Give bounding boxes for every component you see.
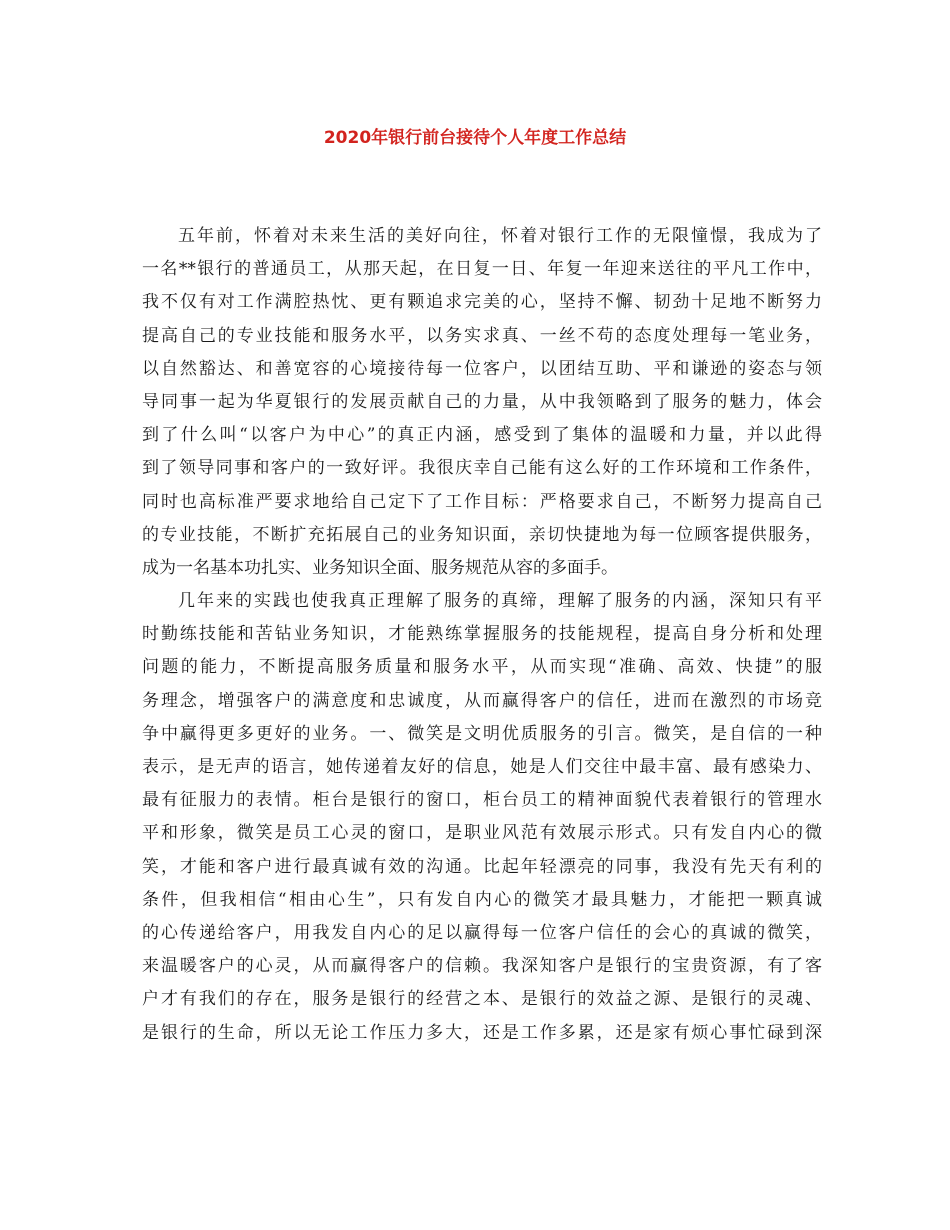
text-line: 平和形象，微笑是员工心灵的窗口，是职业风范有效展示形式。只有发自内心的微: [142, 823, 822, 844]
text-line: 时勤练技能和苦钻业务知识，才能熟练掌握服务的技能规程，提高自身分析和处理: [142, 624, 822, 645]
text-line: 我不仅有对工作满腔热忱、更有颗追求完美的心，坚持不懈、韧劲十足地不断努力: [142, 292, 822, 313]
text-line: 的专业技能，不断扩充拓展自己的业务知识面，亲切快捷地为每一位顾客提供服务，: [142, 524, 822, 545]
document-title: 2020年银行前台接待个人年度工作总结: [323, 128, 627, 148]
text-line: 到了领导同事和客户的一致好评。我很庆幸自己能有这么好的工作环境和工作条件，: [142, 458, 822, 479]
text-line: 问题的能力，不断提高服务质量和服务水平，从而实现“准确、高效、快捷”的服: [142, 657, 822, 678]
text-line: 到了什么叫“以客户为中心”的真正内涵，感受到了集体的温暖和力量，并以此得: [142, 425, 822, 446]
text-line: 最有征服力的表情。柜台是银行的窗口，柜台员工的精神面貌代表着银行的管理水: [142, 790, 822, 811]
document-body: [142, 220, 822, 1050]
text-line: 户才有我们的存在，服务是银行的经营之本、是银行的效益之源、是银行的灵魂、: [142, 989, 822, 1010]
text-line: 以自然豁达、和善宽容的心境接待每一位客户，以团结互助、平和谦逊的姿态与领: [142, 358, 822, 379]
text-line: 条件，但我相信“相由心生”，只有发自内心的微笑才最具魅力，才能把一颗真诚: [142, 889, 822, 910]
paragraph-2: [142, 585, 822, 1050]
text-line: 争中赢得更多更好的业务。一、微笑是文明优质服务的引言。微笑，是自信的一种: [142, 723, 822, 744]
text-line: 一名**银行的普通员工，从那天起，在日复一日、年复一年迎来送往的平凡工作中，: [142, 259, 822, 280]
paragraph-1: [142, 220, 822, 585]
text-line: 是银行的生命，所以无论工作压力多大，还是工作多累，还是家有烦心事忙碌到深: [142, 1022, 822, 1043]
text-line: 同时也高标准严要求地给自己定下了工作目标：严格要求自己，不断努力提高自己: [142, 491, 822, 512]
text-line: 表示，是无声的语言，她传递着友好的信息，她是人们交往中最丰富、最有感染力、: [142, 757, 822, 777]
text-line: 务理念，增强客户的满意度和忠诚度，从而赢得客户的信任，进而在激烈的市场竞: [142, 690, 822, 711]
text-line: 成为一名基本功扎实、业务知识全面、服务规范从容的多面手。: [142, 557, 618, 578]
text-line: 几年来的实践也使我真正理解了服务的真缔，理解了服务的内涵，深知只有平: [178, 591, 822, 612]
text-line: 来温暖客户的心灵，从而赢得客户的信赖。我深知客户是银行的宝贵资源，有了客: [142, 956, 822, 977]
text-line: 笑，才能和客户进行最真诚有效的沟通。比起年轻漂亮的同事，我没有先天有利的: [142, 856, 822, 877]
text-line: 五年前，怀着对未来生活的美好向往，怀着对银行工作的无限憧憬，我成为了: [178, 226, 822, 246]
text-line: 的心传递给客户，用我发自内心的足以赢得每一位客户信任的会心的真诚的微笑，: [142, 922, 822, 943]
text-line: 导同事一起为华夏银行的发展贡献自己的力量，从中我领略到了服务的魅力，体会: [142, 391, 822, 412]
text-line: 提高自己的专业技能和服务水平，以务实求真、一丝不苟的态度处理每一笔业务，: [142, 325, 822, 346]
